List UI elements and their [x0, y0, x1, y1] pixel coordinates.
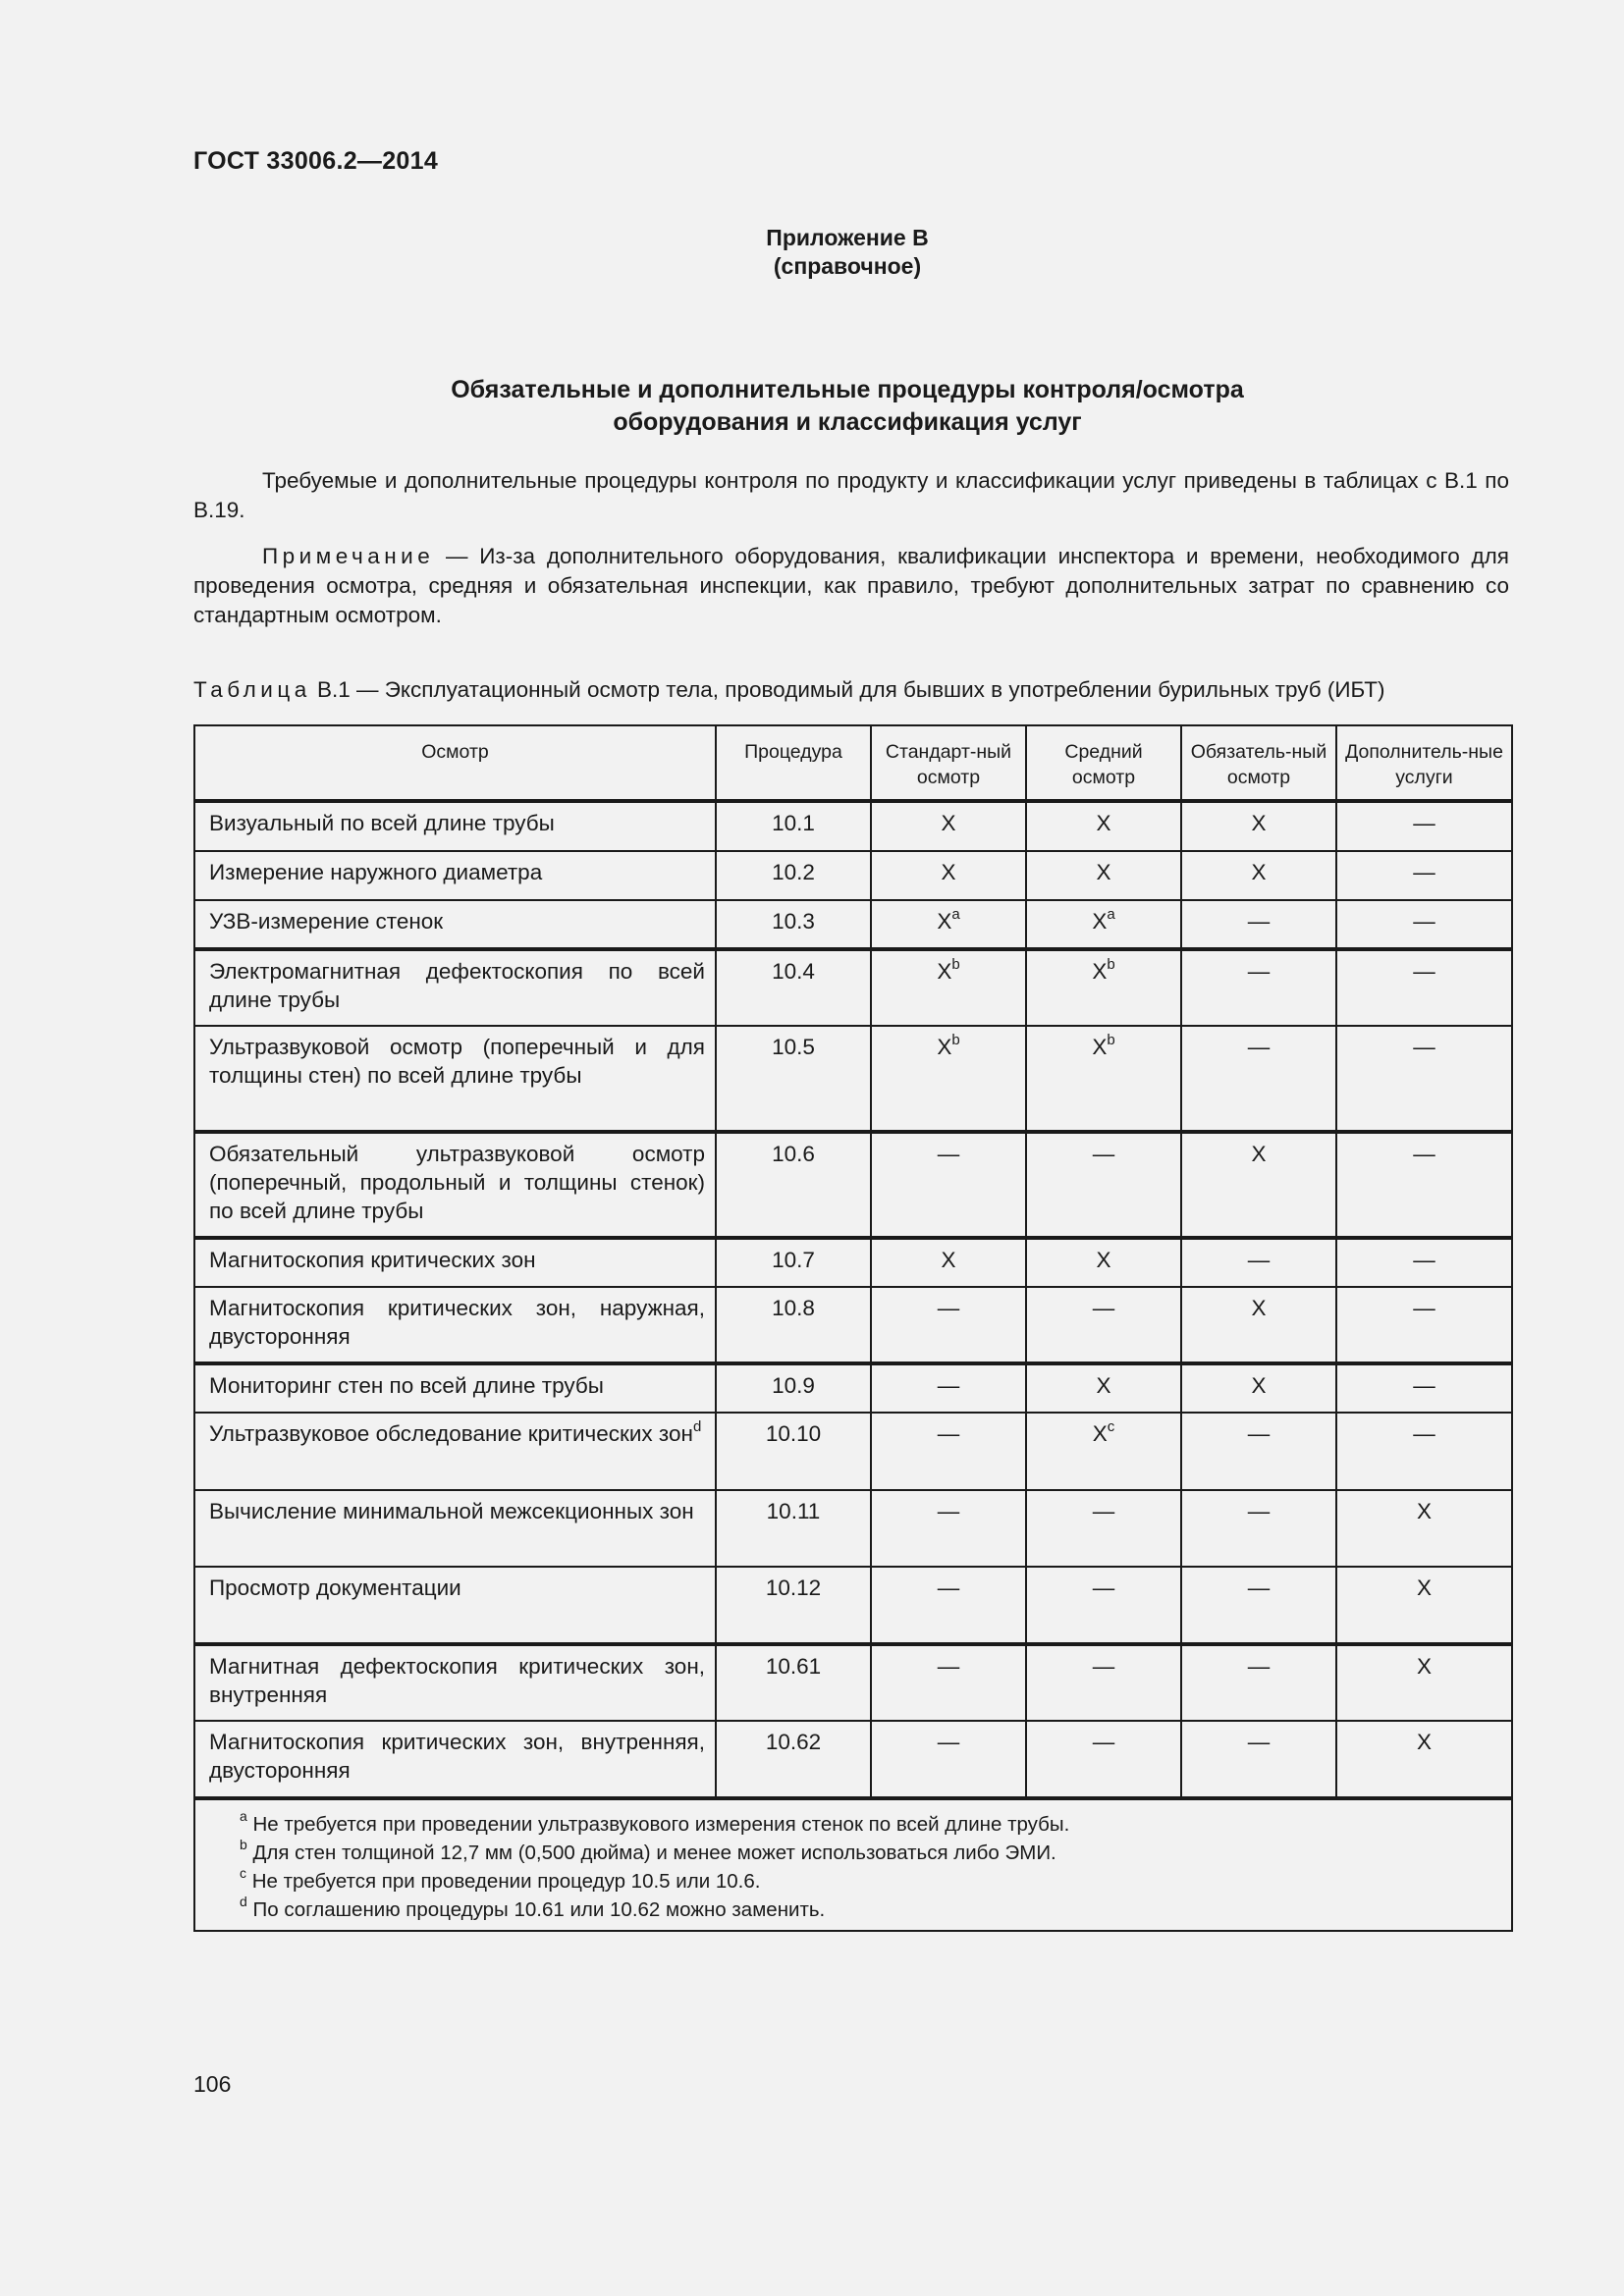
procedure-number — [716, 900, 871, 949]
mandatory-cell-text: — — [1247, 1421, 1271, 1446]
mandatory-cell-text: X — [1251, 1296, 1267, 1320]
footnote-marker: b — [951, 955, 960, 973]
inspection-name-text: Измерение наружного диаметра — [209, 860, 543, 884]
footnote — [240, 1839, 1497, 1867]
standard-cell — [871, 1238, 1026, 1287]
table-row — [194, 1413, 1512, 1490]
footnote-mark: c — [240, 1865, 246, 1882]
procedure-number — [716, 1363, 871, 1413]
header-standard: Стандарт-ный осмотр — [871, 725, 1026, 801]
standard-cell-text: X — [937, 1035, 952, 1059]
mandatory-cell — [1181, 1490, 1336, 1567]
inspection-name-text: Ультразвуковой осмотр (поперечный и для толщины стен) по всей длине трубы — [209, 1035, 705, 1088]
footnote-marker: c — [1107, 1417, 1115, 1435]
footnote-text: По соглашению процедуры 10.61 или 10.62 можно заменить. — [246, 1898, 826, 1921]
additional-cell — [1336, 1567, 1512, 1644]
table-body — [194, 801, 1512, 1798]
procedure-number-text: 10.12 — [765, 1575, 822, 1600]
mandatory-cell — [1181, 1238, 1336, 1287]
additional-cell-text: — — [1413, 811, 1435, 835]
medium-cell — [1026, 801, 1181, 851]
inspection-table — [193, 724, 1513, 1932]
inspection-name-text: Обязательный ультразвуковой осмотр (поперечный, продольный и толщины стенок) по всей длине трубы — [209, 1142, 705, 1223]
footnote-text: Для стен толщиной 12,7 мм (0,500 дюйма) и менее может использоваться либо ЭМИ. — [246, 1842, 1056, 1864]
footnote-text: Не требуется при проведении процедур 10.5 или 10.6. — [246, 1870, 761, 1893]
standard-cell-text: — — [937, 1654, 960, 1679]
inspection-name — [194, 900, 716, 949]
medium-cell-text: — — [1092, 1575, 1115, 1600]
mandatory-cell-text: — — [1247, 1575, 1271, 1600]
additional-cell-text: X — [1416, 1654, 1432, 1679]
footnote-mark: d — [240, 1894, 247, 1910]
medium-cell — [1026, 900, 1181, 949]
section-title — [0, 374, 1624, 439]
mandatory-cell-text: — — [1247, 1035, 1271, 1059]
standard-cell — [871, 1413, 1026, 1490]
standard-cell — [871, 1490, 1026, 1567]
mandatory-cell-text: X — [1251, 811, 1267, 835]
mandatory-cell-text: — — [1247, 1730, 1271, 1754]
section-title-line-1: Обязательные и дополнительные процедуры контроля/осмотра — [451, 376, 1244, 403]
medium-cell — [1026, 1238, 1181, 1287]
mandatory-cell — [1181, 1363, 1336, 1413]
mandatory-cell — [1181, 1026, 1336, 1132]
footnote-marker: b — [951, 1031, 960, 1048]
standard-cell-text: — — [937, 1499, 960, 1523]
procedure-number-text: 10.62 — [765, 1730, 822, 1754]
inspection-name-text: Магнитоскопия критических зон, наружная, двусторонняя — [209, 1296, 705, 1349]
additional-cell — [1336, 1132, 1512, 1238]
additional-cell — [1336, 1490, 1512, 1567]
medium-cell — [1026, 851, 1181, 900]
standard-cell — [871, 1026, 1026, 1132]
appendix-title: Приложение В — [766, 225, 929, 250]
procedure-number-text: 10.61 — [765, 1654, 822, 1679]
medium-cell-text: — — [1092, 1499, 1115, 1523]
additional-cell — [1336, 1413, 1512, 1490]
table-row — [194, 1567, 1512, 1644]
standard-cell-text: X — [937, 909, 952, 934]
header-mandatory: Обязатель-ный осмотр — [1181, 725, 1336, 801]
additional-cell-text: — — [1413, 1373, 1435, 1398]
medium-cell-text: X — [1096, 1248, 1111, 1272]
table-caption-text: В.1 — Эксплуатационный осмотр тела, проводимый для бывших в употреблении бурильных труб (ИБТ) — [310, 677, 1385, 702]
procedure-number — [716, 1644, 871, 1721]
standard-cell — [871, 1644, 1026, 1721]
inspection-name — [194, 1026, 716, 1132]
appendix-heading — [0, 224, 1624, 281]
standard-cell — [871, 1567, 1026, 1644]
standard-cell-text: — — [937, 1421, 960, 1446]
inspection-name — [194, 1238, 716, 1287]
mandatory-cell-text: — — [1247, 1248, 1271, 1272]
medium-cell — [1026, 949, 1181, 1026]
procedure-number — [716, 1721, 871, 1798]
medium-cell-text: X — [1096, 1373, 1111, 1398]
standard-cell — [871, 1132, 1026, 1238]
section-title-line-2: оборудования и классификация услуг — [613, 408, 1082, 436]
footnote-marker: b — [1107, 955, 1115, 973]
inspection-name — [194, 1132, 716, 1238]
footnote — [240, 1896, 1497, 1924]
medium-cell-text: X — [1092, 909, 1108, 934]
standard-cell-text: X — [941, 811, 956, 835]
table-row — [194, 1238, 1512, 1287]
standard-cell — [871, 1363, 1026, 1413]
mandatory-cell-text: X — [1251, 860, 1267, 884]
additional-cell-text: X — [1416, 1730, 1432, 1754]
medium-cell — [1026, 1490, 1181, 1567]
note-label: Примечание — [262, 544, 435, 568]
procedure-number-text: 10.11 — [766, 1499, 821, 1523]
footnote-marker: d — [692, 1417, 702, 1435]
header-procedure: Процедура — [716, 725, 871, 801]
medium-cell-text: — — [1092, 1654, 1115, 1679]
procedure-number-text: 10.4 — [772, 959, 815, 984]
footnote-marker: a — [1107, 905, 1115, 923]
inspection-name — [194, 1644, 716, 1721]
inspection-name-text: Магнитоскопия критических зон, внутренняя, двусторонняя — [209, 1730, 705, 1783]
procedure-number — [716, 1287, 871, 1363]
inspection-name-text: Электромагнитная дефектоскопия по всей длине трубы — [209, 959, 705, 1012]
inspection-name — [194, 1363, 716, 1413]
footnote-mark: b — [240, 1837, 247, 1853]
procedure-number-text: 10.5 — [772, 1035, 815, 1059]
additional-cell-text: — — [1413, 1035, 1435, 1059]
additional-cell — [1336, 1363, 1512, 1413]
medium-cell-text: X — [1092, 959, 1108, 984]
medium-cell — [1026, 1287, 1181, 1363]
mandatory-cell — [1181, 1132, 1336, 1238]
procedure-number-text: 10.2 — [772, 860, 815, 884]
footnote — [240, 1810, 1497, 1839]
additional-cell — [1336, 1238, 1512, 1287]
inspection-name — [194, 1490, 716, 1567]
inspection-name — [194, 851, 716, 900]
table-header-row — [194, 725, 1512, 801]
inspection-name — [194, 1287, 716, 1363]
medium-cell-text: — — [1092, 1296, 1115, 1320]
table-row — [194, 851, 1512, 900]
mandatory-cell — [1181, 1721, 1336, 1798]
additional-cell-text: — — [1413, 1248, 1435, 1272]
note-text: — Из-за дополнительного оборудования, квалификации инспектора и времени, необходимого для проведения осмотра, средняя и обязательная инспекции, как правило, требуют дополнительных затрат по сравнению со стандартным осмотром. — [193, 544, 1509, 627]
medium-cell — [1026, 1644, 1181, 1721]
procedure-number — [716, 1413, 871, 1490]
additional-cell-text: X — [1416, 1575, 1432, 1600]
standard-cell-text: — — [937, 1142, 960, 1166]
footnotes — [194, 1798, 1512, 1931]
standard-cell-text: — — [937, 1296, 960, 1320]
table-row — [194, 1490, 1512, 1567]
intro-paragraph: Требуемые и дополнительные процедуры контроля по продукту и классификации услуг приведены в таблицах с В.1 по В.19. — [193, 468, 1509, 522]
mandatory-cell — [1181, 900, 1336, 949]
medium-cell-text: X — [1092, 1035, 1108, 1059]
additional-cell-text: — — [1413, 909, 1435, 934]
medium-cell — [1026, 1413, 1181, 1490]
procedure-number-text: 10.8 — [772, 1296, 815, 1320]
additional-cell-text: — — [1413, 959, 1435, 984]
medium-cell — [1026, 1567, 1181, 1644]
medium-cell-text: X — [1092, 1421, 1108, 1446]
additional-cell — [1336, 900, 1512, 949]
standard-cell — [871, 949, 1026, 1026]
additional-cell-text: — — [1413, 1421, 1435, 1446]
mandatory-cell-text: — — [1247, 959, 1271, 984]
mandatory-cell-text: — — [1247, 1654, 1271, 1679]
inspection-name-text: Вычисление минимальной межсекционных зон — [209, 1499, 694, 1523]
additional-cell — [1336, 851, 1512, 900]
procedure-number — [716, 1567, 871, 1644]
medium-cell-text: X — [1096, 860, 1111, 884]
standard-cell-text: — — [937, 1373, 960, 1398]
procedure-number — [716, 1026, 871, 1132]
procedure-number — [716, 1490, 871, 1567]
header-medium: Средний осмотр — [1026, 725, 1181, 801]
table-caption-label: Таблица — [193, 677, 311, 702]
procedure-number — [716, 1238, 871, 1287]
mandatory-cell — [1181, 1644, 1336, 1721]
standard-cell-text: — — [937, 1730, 960, 1754]
inspection-name-text: Визуальный по всей длине трубы — [209, 811, 555, 835]
document-code: ГОСТ 33006.2—2014 — [193, 147, 439, 175]
medium-cell — [1026, 1721, 1181, 1798]
footnote-text: Не требуется при проведении ультразвукового измерения стенок по всей длине трубы. — [246, 1813, 1070, 1836]
inspection-name — [194, 801, 716, 851]
additional-cell — [1336, 949, 1512, 1026]
standard-cell-text: X — [941, 860, 956, 884]
mandatory-cell — [1181, 1413, 1336, 1490]
mandatory-cell-text: X — [1251, 1142, 1267, 1166]
inspection-name — [194, 1567, 716, 1644]
additional-cell-text: — — [1413, 1142, 1435, 1166]
procedure-number-text: 10.1 — [772, 811, 815, 835]
standard-cell-text: X — [941, 1248, 956, 1272]
footnote-mark: a — [240, 1808, 247, 1825]
medium-cell-text: X — [1096, 811, 1111, 835]
inspection-name-text: Просмотр документации — [209, 1575, 461, 1600]
table-row — [194, 1721, 1512, 1798]
table-row — [194, 1287, 1512, 1363]
mandatory-cell — [1181, 1287, 1336, 1363]
table-row — [194, 1026, 1512, 1132]
table-row — [194, 900, 1512, 949]
medium-cell-text: — — [1092, 1142, 1115, 1166]
additional-cell-text: X — [1416, 1499, 1432, 1523]
mandatory-cell — [1181, 851, 1336, 900]
inspection-name-text: Магнитная дефектоскопия критических зон, внутренняя — [209, 1654, 705, 1707]
additional-cell — [1336, 1644, 1512, 1721]
standard-cell — [871, 801, 1026, 851]
table-row — [194, 1363, 1512, 1413]
additional-cell-text: — — [1413, 1296, 1435, 1320]
inspection-name-text: Ультразвуковое обследование критических зон — [209, 1421, 693, 1446]
procedure-number-text: 10.6 — [772, 1142, 815, 1166]
procedure-number-text: 10.9 — [772, 1373, 815, 1398]
table-row — [194, 1644, 1512, 1721]
footnote-marker: b — [1107, 1031, 1115, 1048]
additional-cell-text: — — [1413, 860, 1435, 884]
appendix-kind: (справочное) — [773, 253, 922, 279]
mandatory-cell — [1181, 801, 1336, 851]
mandatory-cell-text: X — [1251, 1373, 1267, 1398]
page-number: 106 — [193, 2071, 232, 2097]
standard-cell — [871, 900, 1026, 949]
procedure-number-text: 10.7 — [772, 1248, 815, 1272]
header-inspection: Осмотр — [194, 725, 716, 801]
medium-cell — [1026, 1363, 1181, 1413]
standard-cell — [871, 1721, 1026, 1798]
table-row — [194, 949, 1512, 1026]
table-row — [194, 1132, 1512, 1238]
procedure-number-text: 10.3 — [772, 909, 815, 934]
additional-cell — [1336, 801, 1512, 851]
procedure-number — [716, 1132, 871, 1238]
additional-cell — [1336, 1026, 1512, 1132]
inspection-name-text: Мониторинг стен по всей длине трубы — [209, 1373, 604, 1398]
standard-cell — [871, 1287, 1026, 1363]
footnote — [240, 1867, 1497, 1896]
table-row — [194, 801, 1512, 851]
footnote-marker: a — [951, 905, 960, 923]
medium-cell — [1026, 1132, 1181, 1238]
procedure-number-text: 10.10 — [765, 1421, 822, 1446]
standard-cell-text: X — [937, 959, 952, 984]
inspection-name — [194, 1413, 716, 1490]
inspection-name — [194, 1721, 716, 1798]
standard-cell — [871, 851, 1026, 900]
medium-cell-text: — — [1092, 1730, 1115, 1754]
medium-cell — [1026, 1026, 1181, 1132]
procedure-number — [716, 949, 871, 1026]
procedure-number — [716, 851, 871, 900]
additional-cell — [1336, 1721, 1512, 1798]
procedure-number — [716, 801, 871, 851]
footnotes-row — [194, 1798, 1512, 1931]
mandatory-cell-text: — — [1247, 1499, 1271, 1523]
mandatory-cell-text: — — [1247, 909, 1271, 934]
table-caption — [193, 675, 1509, 705]
header-additional: Дополнитель-ные услуги — [1336, 725, 1512, 801]
standard-cell-text: — — [937, 1575, 960, 1600]
inspection-name-text: Магнитоскопия критических зон — [209, 1248, 536, 1272]
mandatory-cell — [1181, 1567, 1336, 1644]
note-paragraph — [193, 542, 1509, 630]
inspection-name — [194, 949, 716, 1026]
inspection-name-text: УЗВ-измерение стенок — [209, 909, 444, 934]
mandatory-cell — [1181, 949, 1336, 1026]
additional-cell — [1336, 1287, 1512, 1363]
